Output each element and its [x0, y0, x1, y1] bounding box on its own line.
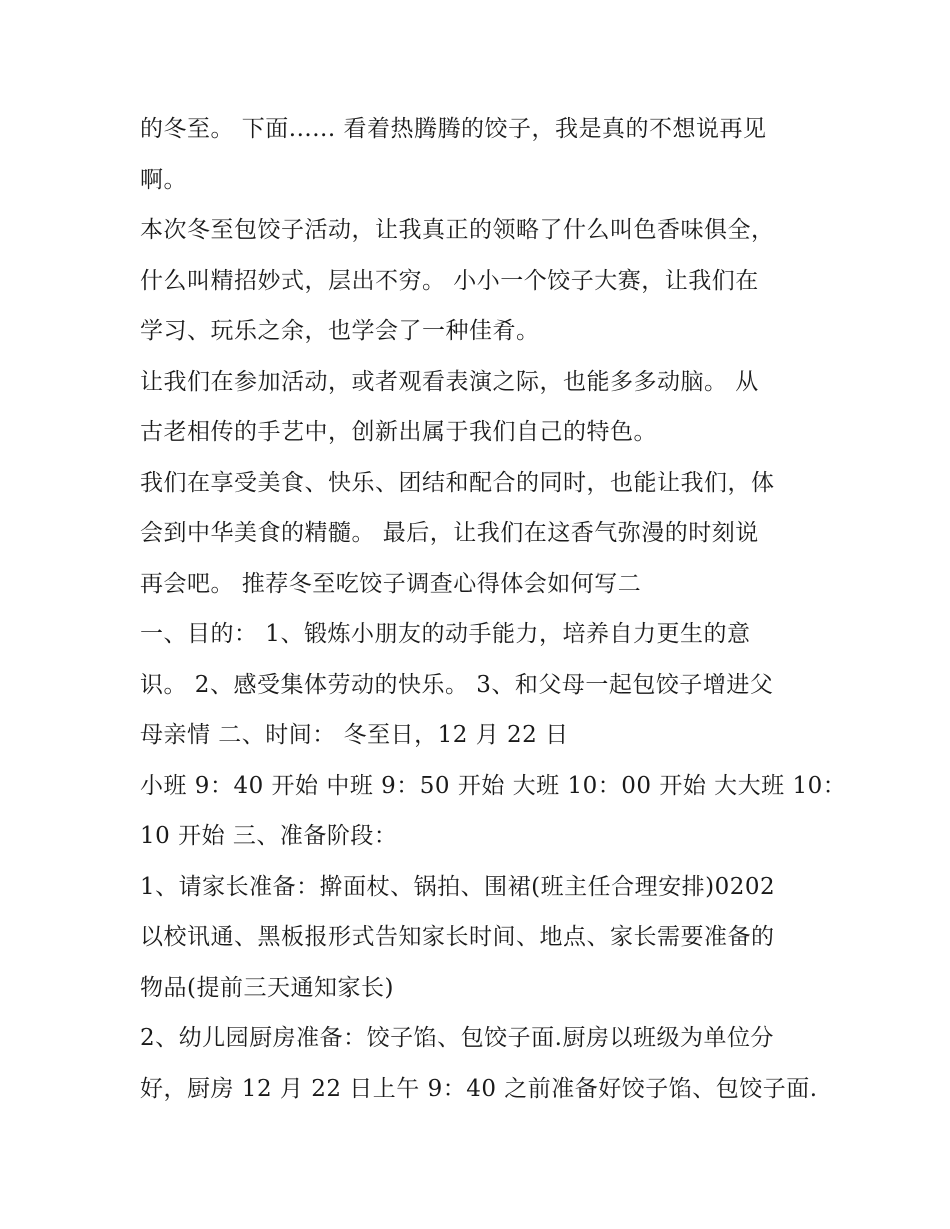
text-line: 物品(提前三天通知家长) — [140, 974, 394, 1001]
text-line: 什么叫精招妙式，层出不穷。 小小一个饺子大赛，让我们在 — [140, 267, 759, 294]
text-line: 小班 9：40 开始 中班 9：50 开始 大班 10：00 开始 大大班 10： — [140, 772, 847, 799]
text-line: 让我们在参加活动，或者观看表演之际，也能多多动脑。 从 — [140, 368, 759, 395]
text-line: 的冬至。 下面...... 看着热腾腾的饺子，我是真的不想说再见 — [140, 116, 767, 142]
text-line: 识。 2、感受集体劳动的快乐。 3、和父母一起包饺子增进父 — [140, 671, 774, 698]
document-text-body — [140, 104, 847, 1114]
text-line: 1、请家长准备：擀面杖、锅拍、围裙(班主任合理安排)0202 — [140, 873, 776, 900]
text-line: 2、幼儿园厨房准备：饺子馅、包饺子面.厨房以班级为单位分 — [140, 1025, 774, 1051]
text-line: 古老相传的手艺中，创新出属于我们自己的特色。 — [140, 419, 657, 445]
text-line: 会到中华美食的精髓。 最后，让我们在这香气弥漫的时刻说 — [140, 520, 759, 546]
text-line: 再会吧。 推荐冬至吃饺子调查心得体会如何写二 — [140, 570, 642, 597]
text-line: 本次冬至包饺子活动，让我真正的领略了什么叫色香味俱全， — [140, 217, 775, 243]
text-line: 学习、玩乐之余，也学会了一种佳肴。 — [140, 318, 540, 344]
text-line: 母亲情 二、时间： 冬至日，12 月 22 日 — [140, 722, 569, 748]
text-line: 以校讯通、黑板报形式告知家长时间、地点、家长需要准备的 — [140, 924, 775, 950]
text-line: 10 开始 三、准备阶段： — [140, 823, 398, 849]
text-line: 啊。 — [140, 166, 187, 193]
text-line: 一、目的： 1、锻炼小朋友的动手能力，培养自力更生的意 — [140, 621, 751, 647]
text-line: 好，厨房 12 月 22 日上午 9：40 之前准备好饺子馅、包饺子面. — [140, 1075, 818, 1102]
text-line: 我们在享受美食、快乐、团结和配合的同时，也能让我们，体 — [140, 469, 775, 496]
